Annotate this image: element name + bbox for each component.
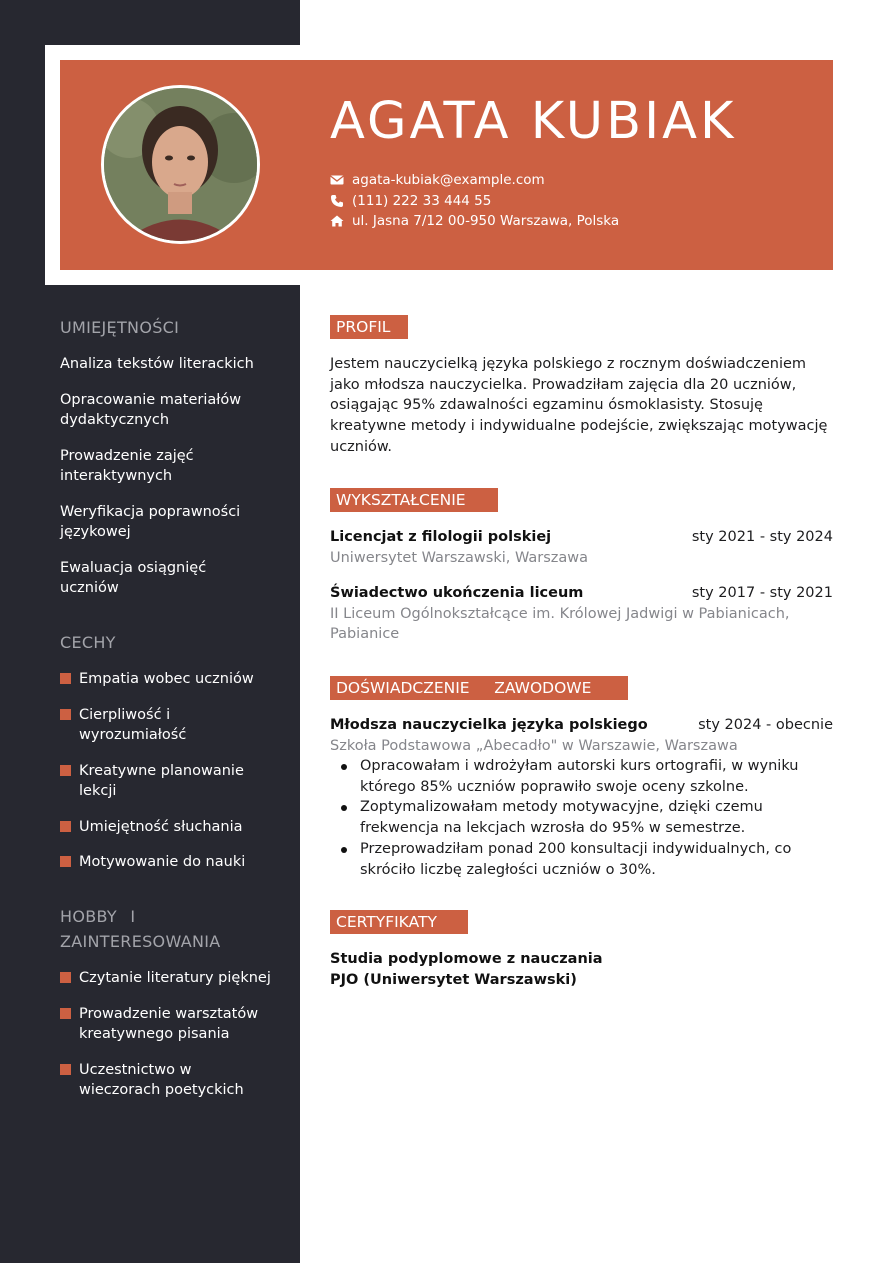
profile-section [330, 354, 833, 458]
education-school: Uniwersytet Warszawski, Warszawa [330, 549, 589, 566]
education-degree: Świadectwo ukończenia liceum [330, 585, 584, 601]
contact-email [330, 170, 619, 191]
experience-company: Szkoła Podstawowa „Abecadło" w Warszawie, Warszawa [330, 737, 738, 754]
experience-bullets [330, 756, 833, 880]
phone-icon [330, 194, 344, 208]
education-dates: sty 2021 - sty 2024 [691, 529, 833, 545]
home-icon [330, 214, 344, 228]
square-bullet-icon [60, 673, 71, 684]
square-bullet-icon [60, 972, 71, 983]
education-entry [330, 583, 833, 645]
skill-item: Prowadzenie zajęć interaktywnych [60, 447, 194, 484]
hobby-item: Prowadzenie warsztatów kreatywnego pisania [60, 1004, 279, 1045]
traits-list [60, 669, 285, 888]
square-bullet-icon [60, 1064, 71, 1075]
certificate-item: Studia podyplomowe z nauczania PJO (Uniwersytet Warszawski) [330, 951, 603, 988]
contact-email-text: agata-kubiak@example.com [352, 172, 545, 189]
trait-item: Cierpliwość i wyrozumiałość [60, 705, 219, 746]
envelope-icon [330, 173, 344, 187]
contact-phone-text: (111) 222 33 444 55 [352, 192, 492, 209]
skill-item: Opracowanie materiałów dydaktycznych [60, 391, 242, 428]
contact-address [330, 211, 619, 232]
certificates-heading: CERTYFIKATY [330, 910, 468, 934]
square-bullet-icon [60, 856, 71, 867]
experience-dates: sty 2024 - obecnie [698, 717, 833, 733]
skill-item: Analiza tekstów literackich [60, 356, 254, 372]
hobby-item: Uczestnictwo w wieczorach poetyckich [60, 1060, 269, 1101]
experience-entry [330, 715, 833, 880]
trait-item: Motywowanie do nauki [60, 852, 285, 873]
square-bullet-icon [60, 821, 71, 832]
hobby-list [60, 968, 285, 1116]
education-heading: WYKSZTAŁCENIE [330, 488, 498, 512]
certificates-section [330, 949, 630, 990]
trait-item: Umiejętność słuchania [60, 817, 285, 838]
square-bullet-icon [60, 765, 71, 776]
person-name: AGATA KUBIAK [330, 92, 737, 151]
education-entry [330, 527, 833, 568]
experience-role: Młodsza nauczycielka języka polskiego [330, 717, 648, 733]
trait-item: Kreatywne planowanie lekcji [60, 761, 269, 802]
contact-list [330, 170, 619, 232]
education-dates: sty 2017 - sty 2021 [691, 585, 833, 601]
contact-phone [330, 191, 619, 212]
skills-heading: UMIEJĘTNOŚCI [60, 318, 180, 337]
square-bullet-icon [60, 709, 71, 720]
traits-heading: CECHY [60, 633, 116, 652]
skill-item: Weryfikacja poprawności językowej [60, 503, 241, 540]
hobby-heading: HOBBY I ZAINTERESOWANIA [60, 907, 221, 951]
square-bullet-icon [60, 1008, 71, 1019]
experience-bullet: Opracowałam i wdrożyłam autorski kurs ortografii, w wyniku którego 85% uczniów poprawiło swoje oceny szkolne. [360, 756, 833, 797]
experience-heading: DOŚWIADCZENIE ZAWODOWE [330, 676, 628, 700]
trait-item: Empatia wobec uczniów [60, 669, 285, 690]
education-school: II Liceum Ogólnokształcące im. Królowej Jadwigi w Pabianicach, Pabianice [330, 605, 790, 642]
profile-heading: PROFIL [330, 315, 408, 339]
education-degree: Licencjat z filologii polskiej [330, 529, 552, 545]
skills-list [60, 354, 285, 614]
hobby-item: Czytanie literatury pięknej [60, 968, 285, 989]
experience-bullet: Zoptymalizowałam metody motywacyjne, dzięki czemu frekwencja na lekcjach wzrosła do 95% w semestrze. [360, 797, 833, 838]
contact-address-text: ul. Jasna 7/12 00-950 Warszawa, Polska [352, 213, 620, 230]
skill-item: Ewaluacja osiągnięć uczniów [60, 559, 207, 596]
profile-text: Jestem nauczycielką języka polskiego z rocznym doświadczeniem jako młodsza nauczycielka. Prowadziłam zajęcia dla 20 uczniów, osiągając 95% zdawalności egzaminu ósmoklasisty. Stosuję kreatywne metody i indywidualne podejście, zwiększając motywację uczniów. [330, 356, 828, 455]
experience-bullet: Przeprowadziłam ponad 200 konsultacji indywidualnych, co skróciło liczbę zaległości uczniów o 30%. [360, 839, 833, 880]
profile-photo [101, 85, 260, 244]
